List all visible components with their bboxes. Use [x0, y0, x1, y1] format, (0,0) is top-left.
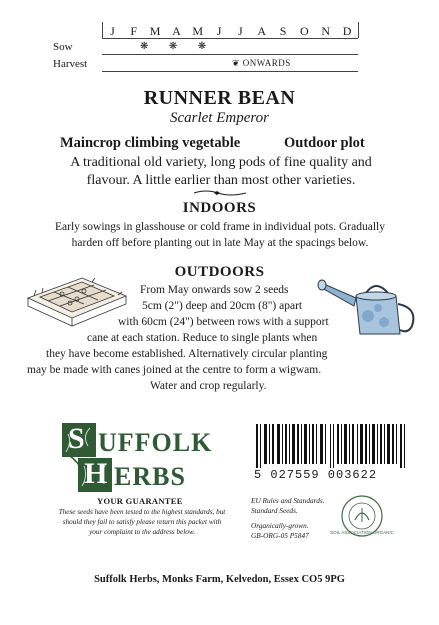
footer-address: Suffolk Herbs, Monks Farm, Kelvedon, Essex CO5 9PG: [94, 574, 345, 585]
month-may: M: [192, 24, 204, 38]
calendar-divider: [102, 54, 358, 55]
month-jul: J: [238, 24, 244, 38]
logo-initial-h: H: [84, 457, 108, 490]
compliance-line: Standard Seeds.: [251, 506, 298, 515]
indoors-text: Early sowings in glasshouse or cold frame in individual pots. Gradually harden off before planting out in late May at the spacings below.: [55, 221, 385, 249]
guarantee-title: YOUR GUARANTEE: [97, 496, 183, 506]
barcode-number: 5 027559 003622: [254, 468, 378, 482]
outdoors-line: with 60cm (24") between rows with a support: [118, 316, 329, 328]
harvest-label: Harvest: [53, 58, 88, 70]
calendar-divider: [102, 38, 358, 39]
guarantee-text: These seeds have been tested to the highest standards, but should they fail to satisfy please return this packet with your complaint to the address below.: [58, 508, 226, 536]
flourish-divider: [192, 188, 248, 198]
month-oct: O: [300, 24, 310, 38]
compliance-line: Organically-grown.: [251, 521, 309, 530]
logo-word-erbs: ERBS: [114, 462, 186, 491]
outdoors-line: From May onwards sow 2 seeds: [140, 284, 289, 296]
watering-can-illustration: [318, 276, 424, 340]
harvest-value: ❦ ONWARDS: [232, 58, 291, 68]
compliance-line: EU Rules and Standards.: [251, 496, 325, 505]
calendar-divider: [102, 71, 358, 72]
logo-initial-s: S: [68, 422, 85, 455]
outdoors-line: they have become established. Alternatively circular planting: [46, 348, 328, 360]
description: A traditional old variety, long pods of fine quality and flavour. A little earlier than most other varieties.: [70, 155, 372, 188]
page-title: RUNNER BEAN: [143, 87, 296, 109]
month-sep: S: [279, 24, 287, 38]
seed-tray-illustration: [22, 268, 130, 326]
suffolk-herbs-logo: [62, 422, 238, 494]
plant-location: Outdoor plot: [284, 135, 365, 151]
calendar-left-border: [102, 22, 103, 38]
seal-text: SOIL ASSOCIATION ORGANIC: [330, 530, 394, 535]
month-feb: F: [130, 24, 138, 38]
soil-association-organic-seal: [330, 494, 394, 538]
outdoors-heading: OUTDOORS: [174, 264, 265, 280]
outdoors-line: 5cm (2") deep and 20cm (8") apart: [142, 300, 303, 312]
variety-subtitle: Scarlet Emperor: [169, 110, 269, 126]
month-aug: A: [257, 24, 267, 38]
month-apr: A: [172, 24, 182, 38]
logo-word-uffolk: UFFOLK: [98, 428, 213, 457]
compliance-line: GB-ORG-05 P5847: [251, 531, 309, 540]
outdoors-line: Water and crop regularly.: [150, 380, 267, 392]
outdoors-line: cane at each station. Reduce to single plants when: [87, 332, 318, 344]
plant-type: Maincrop climbing vegetable: [60, 135, 241, 151]
sow-marks: ❋ ❋ ❋: [140, 41, 216, 52]
month-jun: J: [216, 24, 222, 38]
month-dec: D: [342, 24, 352, 38]
outdoors-line: may be made with canes joined at the centre to form a wigwam.: [27, 364, 322, 376]
month-nov: N: [321, 24, 331, 38]
calendar-right-border: [358, 22, 359, 38]
indoors-heading: INDOORS: [182, 200, 257, 216]
sow-label: Sow: [53, 41, 73, 53]
month-jan: J: [110, 24, 116, 38]
barcode-image: [252, 424, 416, 468]
month-mar: M: [149, 24, 161, 38]
